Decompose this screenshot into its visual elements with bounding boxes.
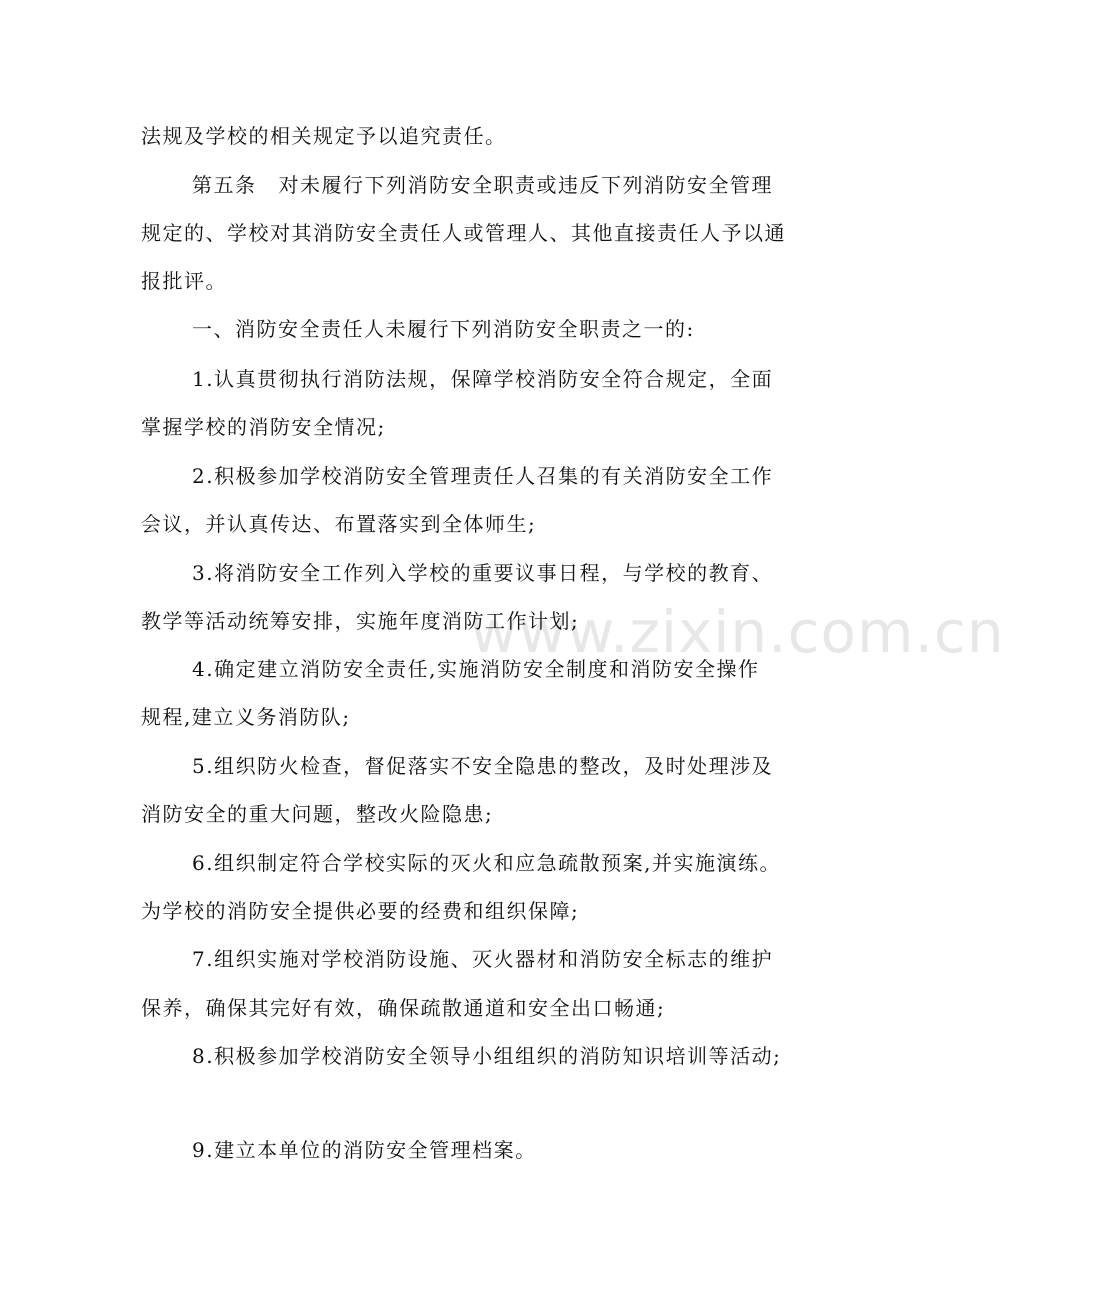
- article-text-line: 报批评。: [141, 269, 227, 293]
- list-item-line: 消防安全的重大问题，整改火险隐患;: [141, 802, 494, 826]
- article-text-line: 规定的、学校对其消防安全责任人或管理人、其他直接责任人予以通: [141, 221, 786, 245]
- article-heading-line: [0, 162, 1112, 208]
- watermark: www.zixin.com.cn: [470, 598, 1005, 666]
- list-item-line: 会议，并认真传达、布置落实到全体师生;: [141, 512, 537, 536]
- list-item-line: 教学等活动统筹安排，实施年度消防工作计划;: [141, 609, 580, 633]
- article-text: 对未履行下列消防安全职责或违反下列消防安全管理: [278, 173, 773, 197]
- list-item-line: 6.组织制定符合学校实际的灭火和应急疏散预案,并实施演练。: [192, 851, 781, 875]
- list-item-line: 8.积极参加学校消防安全领导小组组织的消防知识培训等活动;: [192, 1044, 782, 1068]
- list-item-line: 7.组织实施对学校消防设施、灭火器材和消防安全标志的维护: [192, 947, 774, 971]
- list-item-line: 为学校的消防安全提供必要的经费和组织保障;: [141, 899, 580, 923]
- list-item-line: 1.认真贯彻执行消防法规，保障学校消防安全符合规定，全面: [192, 367, 774, 391]
- list-item-line: 保养，确保其完好有效，确保疏散通道和安全出口畅通;: [141, 996, 666, 1020]
- list-item-line: 2.积极参加学校消防安全管理责任人召集的有关消防安全工作: [192, 464, 774, 488]
- intro-tail-line: 法规及学校的相关规定予以追究责任。: [141, 124, 507, 148]
- list-item-line: 3.将消防安全工作列入学校的重要议事日程，与学校的教育、: [192, 561, 774, 585]
- list-item-line: 掌握学校的消防安全情况;: [141, 415, 386, 439]
- list-item-line: 4.确定建立消防安全责任,实施消防安全制度和消防安全操作: [192, 657, 760, 681]
- list-item-line: 规程,建立义务消防队;: [141, 705, 351, 729]
- list-item-line: 9.建立本单位的消防安全管理档案。: [192, 1138, 537, 1162]
- article-number: 第五条: [192, 173, 257, 197]
- list-item-line: 5.组织防火检查，督促落实不安全隐患的整改，及时处理涉及: [192, 754, 774, 778]
- section-heading: 一、消防安全责任人未履行下列消防安全职责之一的:: [192, 317, 695, 341]
